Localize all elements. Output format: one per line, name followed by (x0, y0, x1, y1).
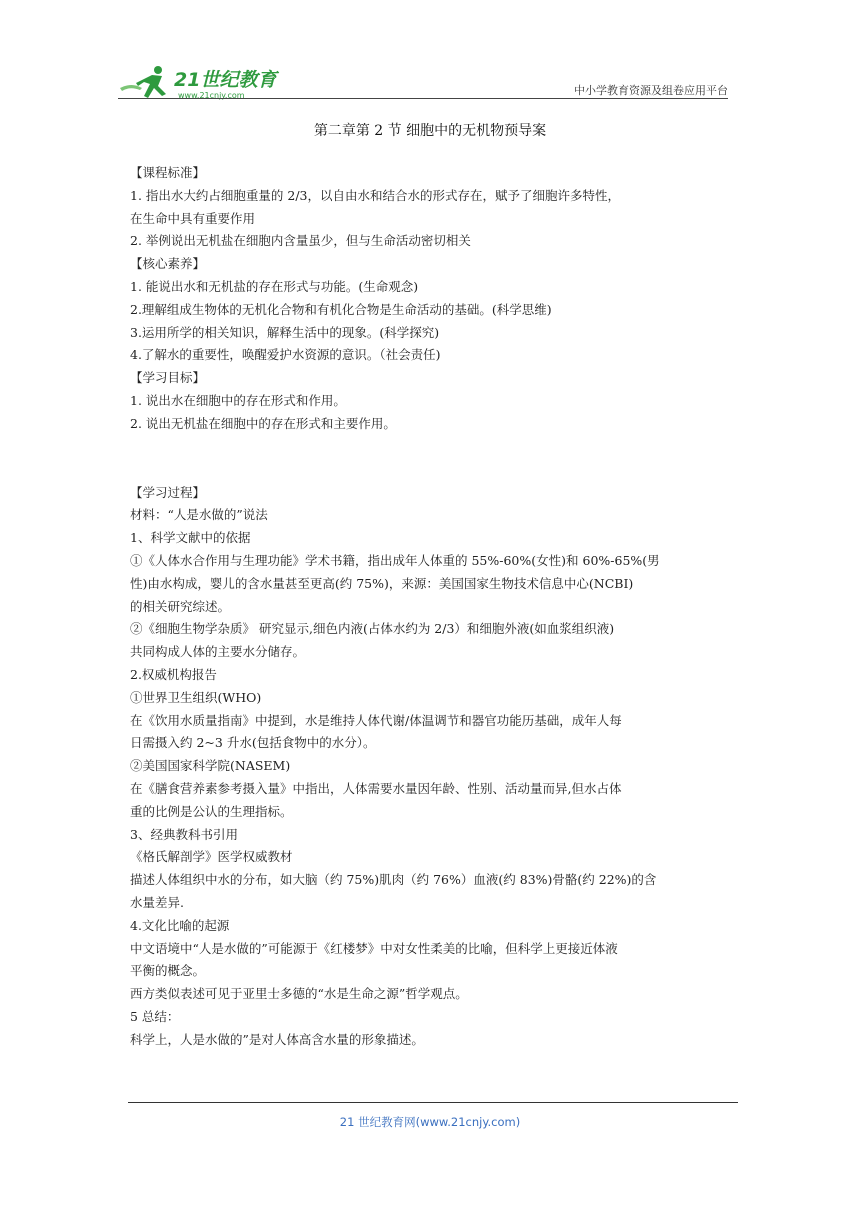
text-line: 描述人体组织中水的分布，如大脑（约 75%)肌肉（约 76%）血液(约 83%)骨骼(约 22%)的含 (130, 872, 657, 888)
text-line: 的相关研究综述。 (130, 598, 231, 614)
logo-url: www.21cnjy.com (178, 91, 245, 100)
runner-icon (120, 66, 166, 98)
page-header (118, 62, 728, 102)
text-line: 水量差异. (130, 894, 184, 910)
text-line: 材料：“人是水做的”说法 (130, 507, 268, 523)
text-line: 在《膳食营养素参考摄入量》中指出，人体需要水量因年龄、性别、活动量而异,但水占体 (130, 780, 622, 796)
text-line: 5 总结： (130, 1008, 180, 1024)
text-line: 西方类似表述可见于亚里士多德的“水是生命之源”哲学观点。 (130, 986, 468, 1002)
text-line: ①世界卫生组织(WHO) (130, 689, 262, 705)
footer-divider (128, 1102, 738, 1103)
text-line: 4.文化比喻的起源 (130, 917, 230, 933)
text-line: 平衡的概念。 (130, 963, 206, 979)
logo (118, 62, 308, 102)
section-core-literacy (130, 253, 740, 367)
text-line: 2. 举例说出无机盐在细胞内含量虽少，但与生命活动密切相关 (130, 233, 471, 249)
spacer (130, 436, 740, 482)
section-course-standards (130, 162, 740, 253)
text-line: 共同构成人体的主要水分储存。 (130, 644, 306, 660)
text-line: 《格氏解剖学》医学权威教材 (130, 849, 293, 865)
section-heading: 【课程标准】 (130, 165, 206, 180)
section-heading: 【学习目标】 (130, 370, 206, 386)
text-line: 在《饮用水质量指南》中提到，水是维持人体代谢/体温调节和器官功能历基础，成年人每 (130, 712, 622, 728)
text-line: 性)由水构成，婴儿的含水量甚至更高(约 75%)，来源：美国国家生物技术信息中心(NCBI) (130, 575, 634, 591)
text-line: 重的比例是公认的生理指标。 (130, 803, 293, 819)
text-line: 2. 说出无机盐在细胞中的存在形式和主要作用。 (130, 415, 396, 431)
section-heading: 【学习过程】 (130, 484, 206, 500)
text-line: ①《人体水合作用与生理功能》学术书籍，指出成年人体重的 55%-60%(女性)和 60%-65%(男 (130, 552, 660, 568)
platform-name: 中小学教育资源及组卷应用平台 (574, 84, 728, 97)
text-line: 1. 能说出水和无机盐的存在形式与功能。(生命观念) (130, 278, 419, 294)
text-line: 在生命中具有重要作用 (130, 210, 256, 226)
section-learning-process (130, 482, 740, 1052)
header-divider (118, 98, 728, 99)
text-line: 1. 说出水在细胞中的存在形式和作用。 (130, 392, 346, 408)
text-line: 2.理解组成生物体的无机化合物和有机化合物是生命活动的基础。(科学思维) (130, 301, 552, 317)
text-line: 3、经典教科书引用 (130, 826, 238, 842)
text-line: 中文语境中“人是水做的”可能源于《红楼梦》中对女性柔美的比喻，但科学上更接近体液 (130, 940, 618, 956)
text-line: 1、科学文献中的依据 (130, 530, 251, 546)
logo-text: 21世纪教育 (174, 69, 277, 91)
text-line: 2.权威机构报告 (130, 666, 217, 682)
footer-link[interactable]: 21 世纪教育网(www.21cnjy.com) (339, 1115, 521, 1129)
section-learning-goals (130, 367, 740, 435)
text-line: 1. 指出水大约占细胞重量的 2/3，以自由水和结合水的形式存在，赋予了细胞许多特性， (130, 187, 620, 203)
section-heading: 【核心素养】 (130, 256, 206, 272)
text-line: 日需摄入约 2~3 升水(包括食物中的水分）。 (130, 735, 376, 751)
text-line: 3.运用所学的相关知识，解释生活中的现象。(科学探究) (130, 324, 440, 340)
text-line: 4.了解水的重要性，唤醒爱护水资源的意识。（社会责任) (130, 347, 441, 363)
document-body (130, 162, 740, 1051)
text-line: ②《细胞生物学杂质》 研究显示,细色内液(占体水约为 2/3）和细胞外液(如血浆组织液) (130, 621, 615, 637)
text-line: 科学上，人是水做的”是对人体高含水量的形象描述。 (130, 1031, 424, 1047)
page-title: 第二章第 2 节 细胞中的无机物预导案 (313, 123, 547, 139)
text-line: ②美国国家科学院(NASEM) (130, 758, 291, 774)
